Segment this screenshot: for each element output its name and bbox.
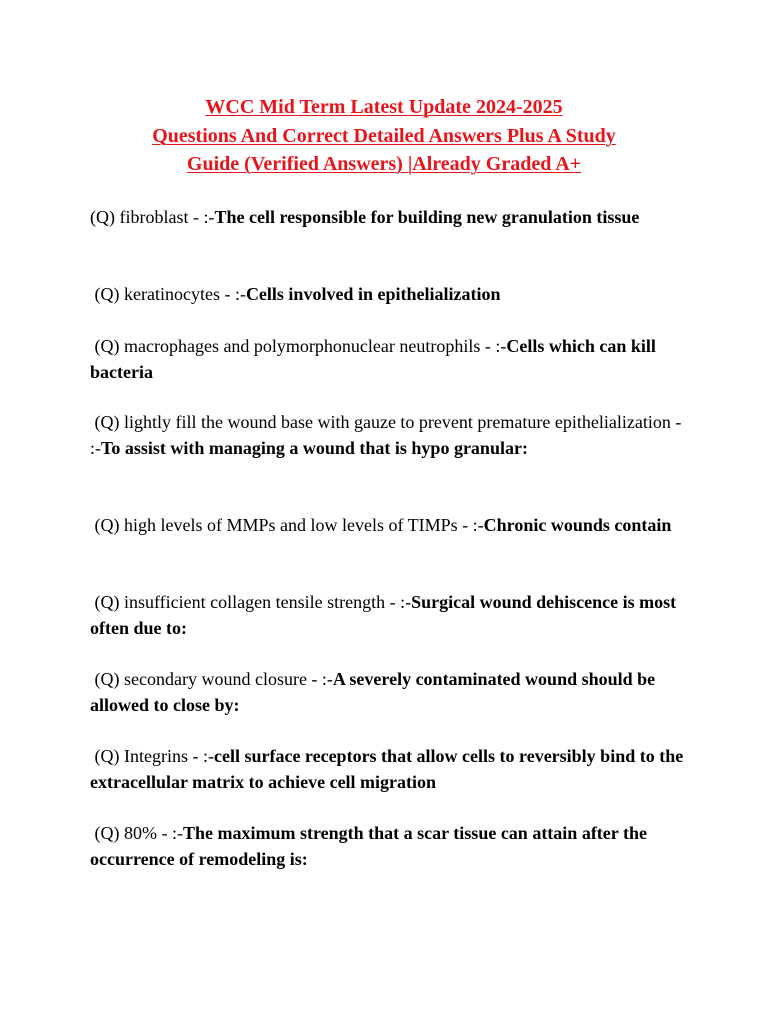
document-title [0, 93, 768, 179]
qa-entry-9 [90, 820, 690, 872]
qa-entry-3 [90, 333, 690, 385]
title-line-3: Guide (Verified Answers) |Already Graded A+ [186, 153, 582, 175]
title-line-2: Questions And Correct Detailed Answers Plus A Study [152, 124, 616, 147]
answer-text: cell surface receptors that allow cells to reversibly bind to the extracellular matrix to achieve cell migration [90, 746, 684, 792]
answer-text: Cells which can kill bacteria [90, 336, 656, 382]
qa-entry-7 [90, 666, 690, 718]
question-text: (Q) fibroblast - :- [90, 207, 215, 227]
qa-entry-4 [90, 409, 690, 461]
answer-text: A severely contaminated wound should be allowed to close by: [90, 669, 656, 715]
answer-text: Chronic wounds contain [483, 515, 672, 535]
qa-entry-8 [90, 743, 690, 795]
answer-text: Surgical wound dehiscence is most often due to: [90, 592, 677, 638]
question-text: (Q) insufficient collagen tensile strength - :- [94, 592, 412, 612]
qa-entry-5 [90, 512, 690, 538]
question-text: (Q) macrophages and polymorphonuclear neutrophils - :- [94, 336, 507, 356]
answer-text: To assist with managing a wound that is hypo granular: [101, 438, 528, 458]
qa-entry-2 [90, 281, 690, 307]
question-text: (Q) Integrins - :- [94, 746, 214, 766]
answer-text: The cell responsible for building new granulation tissue [214, 207, 640, 227]
question-text: (Q) secondary wound closure - :- [94, 669, 333, 689]
question-text: (Q) lightly fill the wound base with gauze to prevent premature epithelialization - :- [90, 412, 682, 458]
answer-text: The maximum strength that a scar tissue can attain after the occurrence of remodeling is: [90, 823, 647, 869]
question-text: (Q) keratinocytes - :- [94, 284, 246, 304]
title-line-1: WCC Mid Term Latest Update 2024-2025 [205, 96, 563, 118]
question-text: (Q) 80% - :- [94, 823, 183, 843]
qa-entry-6 [90, 589, 690, 641]
qa-entry-1 [90, 204, 690, 230]
question-text: (Q) high levels of MMPs and low levels of TIMPs - :- [94, 515, 484, 535]
answer-text: Cells involved in epithelialization [245, 284, 501, 304]
